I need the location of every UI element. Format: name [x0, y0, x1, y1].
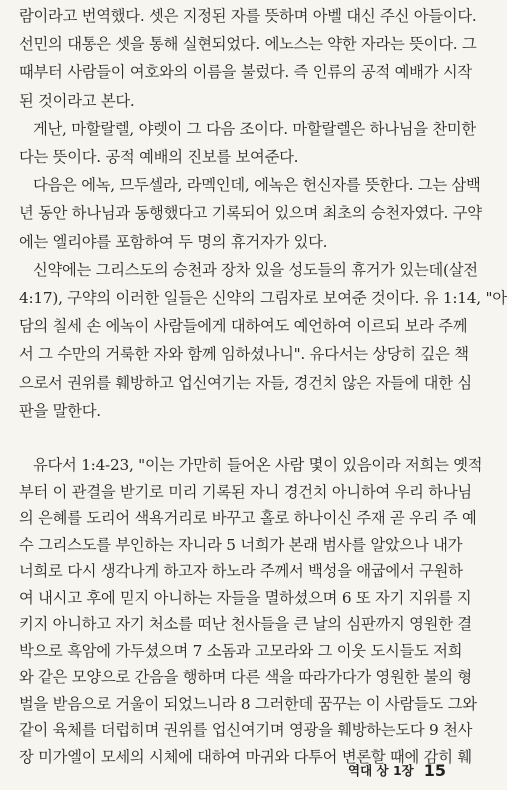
page-footer [348, 760, 446, 780]
text-line: 여 내시고 후에 믿지 아니하는 자들을 멸하셨으며 6 또 자기 지위를 지 [19, 588, 472, 607]
text-line: 같이 육체를 더럽히며 권위를 업신여기며 영광을 훼방하는도다 9 천사 [19, 721, 473, 739]
text-line: 게난, 마할랄렐, 야렛이 그 다음 조이다. 마할랄렐은 하나님을 찬미한 [33, 119, 476, 138]
text-line: 판을 말한다. [19, 401, 101, 420]
text-line: 장 미가엘이 모세의 시체에 대하여 마귀와 다투어 변론할 때에 감히 훼 [19, 747, 472, 766]
text-line: 때부터 사람들이 여호와의 이름을 불렀다. 즉 인류의 공적 예배가 시작 [19, 63, 472, 82]
text-line: 와 같은 모양으로 간음을 행하며 다른 색을 따라가다가 영원한 불의 형 [19, 668, 472, 686]
text-line: 년 동안 하나님과 동행했다고 기록되어 있으며 최초의 승천자였다. 구약 [19, 204, 482, 223]
text-line: 박으로 흑암에 가두셨으며 7 소돔과 고모라와 그 이웃 도시들도 저희 [19, 641, 463, 660]
chapter-label: 역대 상 1장 [348, 763, 414, 778]
text-line: 의 은혜를 도리어 색욕거리로 바꾸고 홀로 하나이신 주재 곧 우리 주 예 [19, 509, 477, 527]
text-line: 4:17), 구약의 이러한 일들은 신약의 그림자로 보여준 것이다. 유 1:14, "아 [19, 289, 507, 307]
text-line: 너희로 다시 생각나게 하고자 하노라 주께서 백성을 애굽에서 구원하 [19, 562, 463, 580]
text-line: 벌을 받음으로 거울이 되었느니라 8 그러한데 꿈꾸는 이 사람들도 그와 [19, 694, 477, 713]
text-line: 에는 엘리야를 포함하여 두 명의 휴거자가 있다. [19, 232, 328, 251]
text-line: 신약에는 그리스도의 승천과 장차 있을 성도들의 휴거가 있는데(살전 [33, 260, 478, 279]
text-line: 선민의 대통은 셋을 통해 실현되었다. 에노스는 약한 자라는 뜻이다. 그 [19, 35, 477, 54]
text-line: 된 것이라고 본다. [19, 91, 135, 110]
text-line: 서 그 수만의 거룩한 자와 함께 임하셨나니". 유다서는 상당히 깊은 책 [19, 345, 469, 364]
text-line: 키지 아니하고 자기 처소를 떠난 천사들을 큰 날의 심판까지 영원한 결 [19, 615, 472, 633]
page-number: 15 [423, 760, 446, 780]
text-line: 으로서 권위를 훼방하고 업신여기는 자들, 경건치 않은 자들에 대한 심 [19, 373, 472, 392]
text-line: 부터 이 관결을 받기로 미리 기록된 자니 경건치 아니하여 우리 하나님 [19, 482, 472, 501]
text-line: 다는 뜻이다. 공적 예배의 진보를 보여준다. [19, 148, 299, 166]
text-line: 담의 칠세 손 에녹이 사람들에게 대하여도 예언하여 이르되 보라 주께 [19, 317, 468, 336]
text-line: 람이라고 번역했다. 셋은 지정된 자를 뜻하며 아벨 대신 주신 아들이다. [19, 7, 477, 25]
text-line: 유다서 1:4-23, "이는 가만히 들어온 사람 몇이 있음이라 저희는 옛적 [33, 456, 483, 474]
text-line: 다음은 에녹, 므두셀라, 라멕인데, 에녹은 헌신자를 뜻한다. 그는 삼백 [33, 176, 481, 195]
text-line: 수 그리스도를 부인하는 자니라 5 너희가 본래 범사를 알았으나 내가 [19, 535, 463, 554]
